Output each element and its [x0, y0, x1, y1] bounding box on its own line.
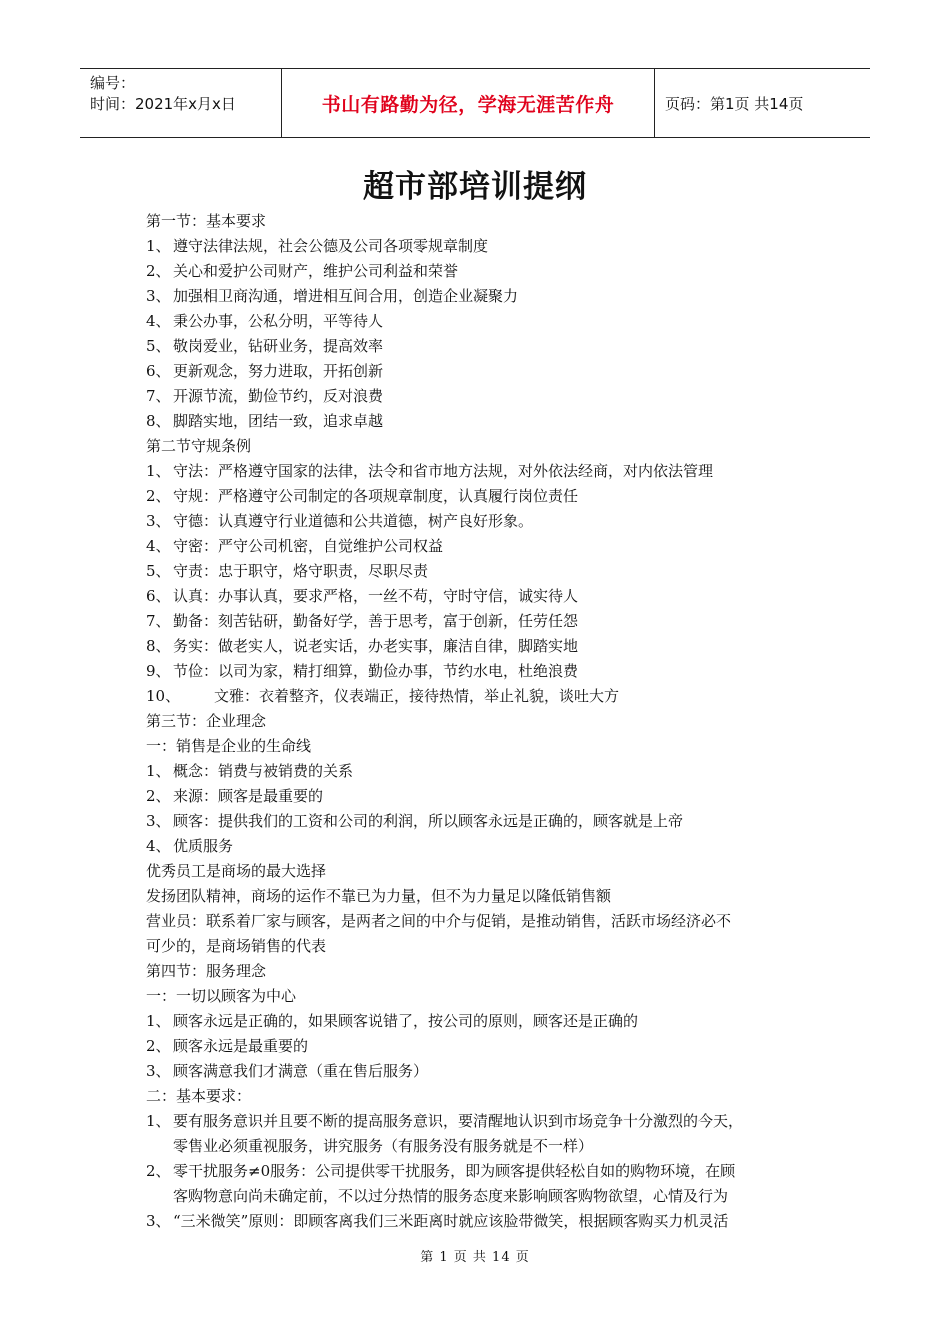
line-text: 一：一切以顾客为中心 [146, 987, 297, 1005]
line-number: 7、 [146, 387, 171, 405]
text-line [146, 709, 826, 734]
line-text: 守德：认真遵守行业道德和公共道德，树产良好形象。 [173, 512, 534, 530]
line-number: 9、 [146, 662, 171, 680]
line-text: 营业员：联系着厂家与顾客，是两者之间的中介与促销，是推动销售，活跃市场经济必不 [146, 912, 732, 930]
text-line [146, 534, 826, 559]
document-body [146, 209, 826, 1234]
line-text: 守密：严守公司机密，自觉维护公司权益 [173, 537, 444, 555]
text-line [146, 634, 826, 659]
line-number: 1、 [146, 762, 171, 780]
line-text: 概念：销费与被销费的关系 [173, 762, 354, 780]
line-number: 5、 [146, 562, 171, 580]
line-text: 文雅：衣着整齐，仪表端正，接待热情，举止礼貌，谈吐大方 [214, 687, 620, 705]
text-line [146, 684, 826, 709]
line-number: 10、 [146, 687, 181, 705]
line-text: 认真：办事认真，要求严格，一丝不苟，守时守信，诚实待人 [173, 587, 579, 605]
text-line [146, 484, 826, 509]
text-line [146, 384, 826, 409]
time-label: 时间：2021年x月x日 [90, 95, 236, 113]
line-text: 守法：严格遵守国家的法律，法令和省市地方法规，对外依法经商，对内依法管理 [173, 462, 714, 480]
line-text: 顾客满意我们才满意（重在售后服务） [173, 1062, 429, 1080]
line-text: 优质服务 [173, 837, 234, 855]
text-line [146, 1084, 826, 1109]
line-text: 守规：严格遵守公司制定的各项规章制度，认真履行岗位责任 [173, 487, 579, 505]
text-line [146, 434, 826, 459]
line-number: 1、 [146, 1112, 171, 1130]
line-text: 一：销售是企业的生命线 [146, 737, 312, 755]
line-number: 4、 [146, 537, 171, 555]
text-line [146, 409, 826, 434]
line-text: 第三节：企业理念 [146, 712, 267, 730]
text-line [146, 234, 826, 259]
text-line [146, 734, 826, 759]
line-text: 勤备：刻苦钻研，勤备好学，善于思考，富于创新，任劳任怨 [173, 612, 579, 630]
line-text: “三米微笑”原则：即顾客离我们三米距离时就应该脸带微笑，根据顾客购买力机灵活 [173, 1212, 729, 1230]
line-text: 关心和爱护公司财产，维护公司利益和荣誉 [173, 262, 459, 280]
line-text: 遵守法律法规，社会公德及公司各项零规章制度 [173, 237, 489, 255]
line-text: 可少的，是商场销售的代表 [146, 937, 327, 955]
line-number: 8、 [146, 637, 171, 655]
line-number: 7、 [146, 612, 171, 630]
number-label: 编号： [90, 74, 136, 92]
document-title: 超市部培训提纲 [363, 169, 587, 205]
line-number: 3、 [146, 512, 171, 530]
page-footer: 第 1 页 共 14 页 [420, 1250, 530, 1265]
header-motto: 书山有路勤为径，学海无涯苦作舟 [282, 69, 655, 137]
line-text: 秉公办事，公私分明，平等待人 [173, 312, 384, 330]
line-text: 第二节守规条例 [146, 437, 252, 455]
line-text: 开源节流，勤俭节约，反对浪费 [173, 387, 384, 405]
text-line [146, 1159, 826, 1184]
line-text: 顾客永远是最重要的 [173, 1037, 309, 1055]
line-number: 6、 [146, 362, 171, 380]
line-number: 3、 [146, 287, 171, 305]
line-text: 顾客：提供我们的工资和公司的利润，所以顾客永远是正确的，顾客就是上帝 [173, 812, 684, 830]
text-line [146, 559, 826, 584]
line-number: 1、 [146, 237, 171, 255]
line-number: 2、 [146, 787, 171, 805]
text-line [146, 1134, 826, 1159]
text-line [146, 259, 826, 284]
line-text: 务实：做老实人，说老实话，办老实事，廉洁自律，脚踏实地 [173, 637, 579, 655]
text-line [146, 859, 826, 884]
line-number: 4、 [146, 837, 171, 855]
text-line [146, 909, 826, 934]
header-page-info: 页码：第1页 共14页 [665, 94, 804, 113]
text-line [146, 659, 826, 684]
line-text: 第一节：基本要求 [146, 212, 267, 230]
line-text: 敬岗爱业，钻研业务，提高效率 [173, 337, 384, 355]
text-line [146, 934, 826, 959]
line-number: 2、 [146, 487, 171, 505]
document-header [80, 68, 870, 138]
text-line [146, 1009, 826, 1034]
text-line [146, 809, 826, 834]
header-meta [80, 69, 282, 137]
line-text: 零干扰服务≠0服务：公司提供零干扰服务，即为顾客提供轻松自如的购物环境，在顾 [173, 1162, 736, 1180]
text-line [146, 834, 826, 859]
line-text: 加强相卫商沟通，增进相互间合用，创造企业凝聚力 [173, 287, 519, 305]
line-number: 6、 [146, 587, 171, 605]
text-line [146, 1059, 826, 1084]
line-text: 守责：忠于职守，烙守职责，尽职尽责 [173, 562, 429, 580]
line-text: 脚踏实地，团结一致，追求卓越 [173, 412, 384, 430]
line-number: 2、 [146, 262, 171, 280]
line-text: 第四节：服务理念 [146, 962, 267, 980]
line-text: 要有服务意识并且要不断的提高服务意识，要清醒地认识到市场竞争十分激烈的今天， [173, 1112, 744, 1130]
line-number: 8、 [146, 412, 171, 430]
line-text: 客购物意向尚未确定前，不以过分热情的服务态度来影响顾客购物欲望，心情及行为 [173, 1187, 729, 1205]
text-line [146, 459, 826, 484]
text-line [146, 309, 826, 334]
line-number: 5、 [146, 337, 171, 355]
text-line [146, 584, 826, 609]
text-line [146, 759, 826, 784]
line-number: 4、 [146, 312, 171, 330]
line-text: 优秀员工是商场的最大选择 [146, 862, 327, 880]
text-line [146, 959, 826, 984]
line-text: 节俭：以司为家，精打细算，勤俭办事，节约水电，杜绝浪费 [173, 662, 579, 680]
text-line [146, 984, 826, 1009]
line-text: 顾客永远是正确的，如果顾客说错了，按公司的原则，顾客还是正确的 [173, 1012, 639, 1030]
text-line [146, 359, 826, 384]
text-line [146, 1209, 826, 1234]
text-line [146, 334, 826, 359]
line-number: 3、 [146, 1212, 171, 1230]
text-line [146, 1184, 826, 1209]
line-text: 来源：顾客是最重要的 [173, 787, 324, 805]
text-line [146, 509, 826, 534]
text-line [146, 784, 826, 809]
line-number: 3、 [146, 812, 171, 830]
line-text: 发扬团队精神，商场的运作不靠已为力量，但不为力量足以隆低销售额 [146, 887, 612, 905]
line-number: 1、 [146, 462, 171, 480]
text-line [146, 209, 826, 234]
text-line [146, 1034, 826, 1059]
text-line [146, 884, 826, 909]
line-text: 二：基本要求： [146, 1087, 252, 1105]
line-number: 3、 [146, 1062, 171, 1080]
text-line [146, 284, 826, 309]
line-text: 更新观念，努力进取，开拓创新 [173, 362, 384, 380]
line-text: 零售业必须重视服务，讲究服务（有服务没有服务就是不一样） [173, 1137, 594, 1155]
text-line [146, 609, 826, 634]
line-number: 2、 [146, 1162, 171, 1180]
text-line [146, 1109, 826, 1134]
line-number: 2、 [146, 1037, 171, 1055]
line-number: 1、 [146, 1012, 171, 1030]
